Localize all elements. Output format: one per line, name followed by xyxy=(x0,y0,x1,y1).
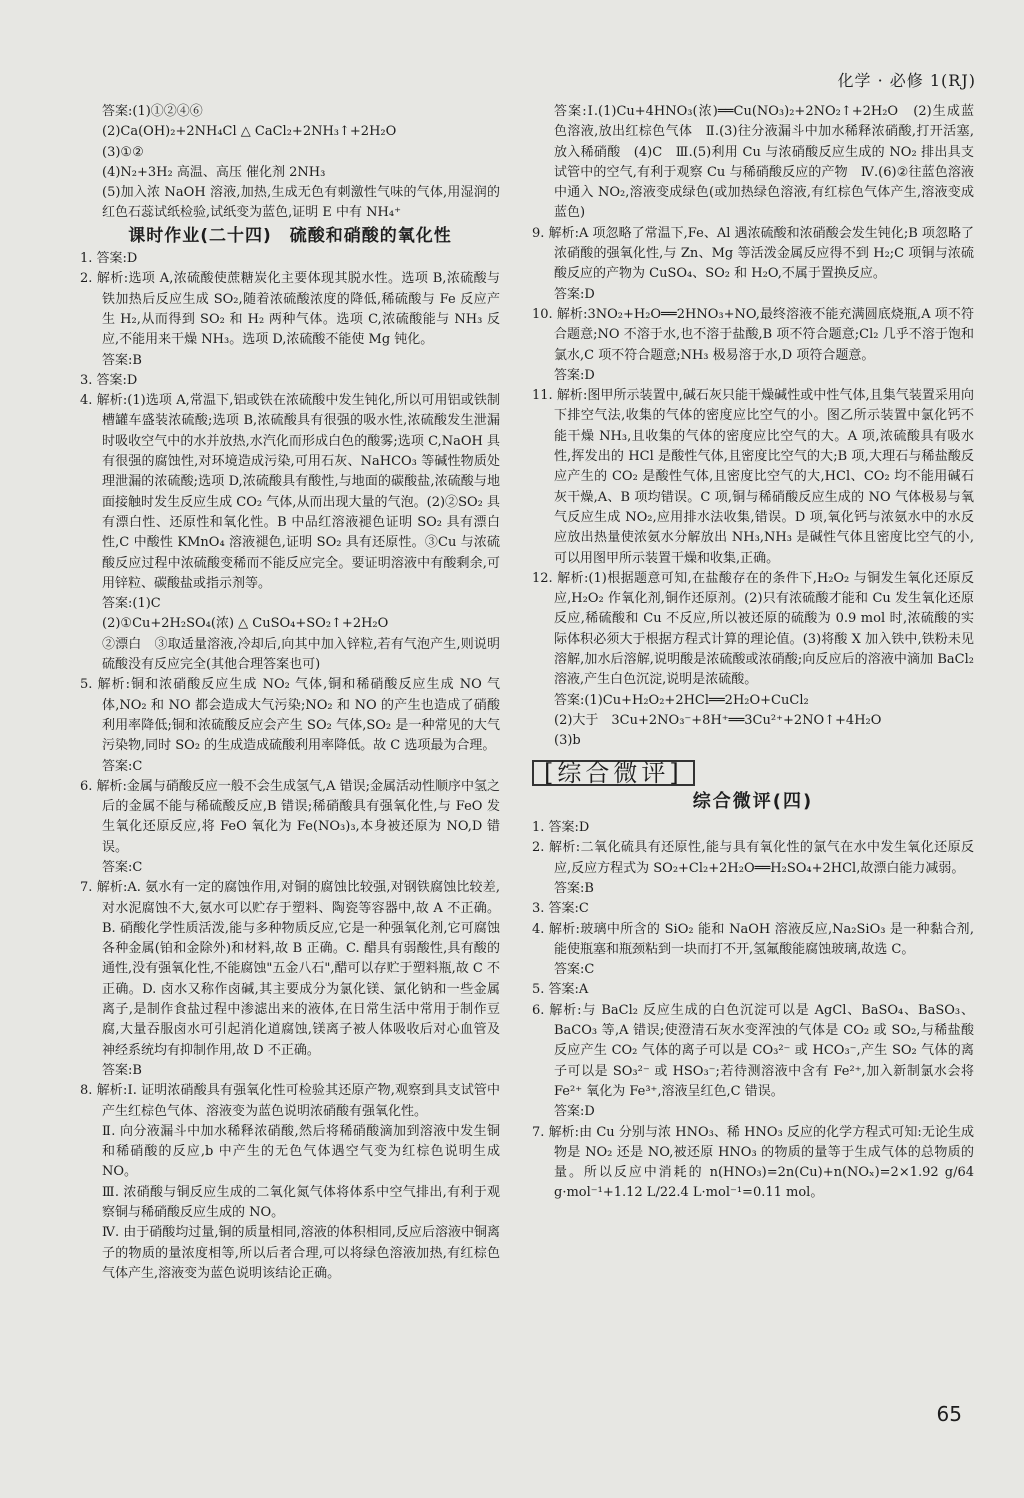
section-banner: [综合微评] xyxy=(532,760,695,786)
question-item: 7. 解析:由 Cu 分别与浓 HNO₃、稀 HNO₃ 反应的化学方程式可知:无论生成物是 NO₂ 还是 NO,被还原 HNO₃ 的物质的量等于生成气体的总物质的量。所以反应中消耗的 n(HNO₃)=2n(Cu)+n(NOₓ)=2×1.92 g/64 g·mol⁻¹+1.12 L/22.4 L·mol⁻¹=0.11 mol。 xyxy=(532,1124,974,1201)
answer-line: 答案:B xyxy=(102,1062,142,1078)
answer-line: 答案:B xyxy=(554,880,594,896)
answer-line: 答案:D xyxy=(554,1104,595,1120)
right-column xyxy=(532,102,974,1204)
answer-line: 答案:D xyxy=(554,367,595,383)
text-paragraph: ②漂白 ③取适量溶液,冷却后,向其中加入锌粒,若有气泡产生,则说明硫酸没有反应完全(其他合理答案也可) xyxy=(102,636,500,673)
answer-line: (2)大于 3Cu+2NO₃⁻+8H⁺══3Cu²⁺+2NO↑+4H₂O xyxy=(554,712,882,728)
question-item: 3. 答案:D xyxy=(80,372,138,388)
question-item: 10. 解析:3NO₂+H₂O══2HNO₃+NO,最终溶液不能充满圆底烧瓶,A 项不符合题意;NO 不溶于水,也不溶于盐酸,B 项不符合题意;Cl₂ 几乎不溶于饱和氯水,C 项不符合题意;NH₃ 极易溶于水,D 项符合题意。 xyxy=(532,306,974,363)
answer-line: 答案:(1)C xyxy=(102,596,161,612)
answer-line: 答案:C xyxy=(102,758,143,774)
question-item: 1. 答案:D xyxy=(532,820,590,836)
text-paragraph: Ⅱ. 向分液漏斗中加水稀释浓硝酸,然后将稀硝酸滴加到溶液中发生铜和稀硝酸的反应,b 中产生的无色气体遇空气变为红棕色说明生成 NO。 xyxy=(102,1123,500,1180)
question-item: 12. 解析:(1)根据题意可知,在盐酸存在的条件下,H₂O₂ 与铜发生氧化还原反应,H₂O₂ 作氧化剂,铜作还原剂。(2)只有浓硫酸才能和 Cu 发生氧化还原反应,稀硫酸和 Cu 不反应,所以被还原的硫酸为 0.9 mol 时,浓硫酸的实际体积必须大于根据方程式计算的理论值。(3)将酸 X 加入铁中,铁粉未见溶解,加水后溶解,说明酸是浓硫酸或浓硝酸;向反应后的溶液中滴加 BaCl₂ 溶液,产生白色沉淀,说明是浓硫酸。 xyxy=(532,570,974,688)
answer-line: 答案:C xyxy=(102,859,143,875)
section-subtitle: 综合微评(四) xyxy=(692,790,814,812)
answer-line: (2)Ca(OH)₂+2NH₄Cl △ CaCl₂+2NH₃↑+2H₂O xyxy=(102,124,397,140)
text-paragraph: Ⅳ. 由于硝酸均过量,铜的质量相同,溶液的体积相同,反应后溶液中铜离子的物质的量浓度相等,所以后者合理,可以将绿色溶液加热,有红棕色气体产生,溶液变为蓝色说明该结论正确。 xyxy=(102,1225,500,1281)
question-item: 1. 答案:D xyxy=(80,251,138,267)
question-item: 5. 解析:铜和浓硝酸反应生成 NO₂ 气体,铜和稀硝酸反应生成 NO 气体,NO₂ 和 NO 都会造成大气污染;NO₂ 和 NO 的产生也造成了硝酸利用率降低;铜和浓硫酸反应会产生 SO₂ 气体,SO₂ 是一种常见的大气污染物,同时 SO₂ 的生成造成硫酸利用率降低。故 C 选项最为合理。 xyxy=(80,677,500,754)
question-item: 6. 解析:金属与硝酸反应一般不会生成氢气,A 错误;金属活动性顺序中氢之后的金属不能与稀硫酸反应,B 错误;稀硝酸具有强氧化性,与 FeO 发生氧化还原反应,将 FeO 氧化为 Fe(NO₃)₃,本身被还原为 NO,D 错误。 xyxy=(80,778,500,855)
question-item: 2. 解析:选项 A,浓硫酸使蔗糖炭化主要体现其脱水性。选项 B,浓硫酸与铁加热后反应生成 SO₂,随着浓硫酸浓度的降低,稀硫酸与 Fe 反应产生 H₂,从而得到 SO₂ 和 H₂ 两种气体。选项 C,浓硫酸能与 NH₃ 反应,不能用来干燥 NH₃。选项 D,浓硫酸不能使 Mg 钝化。 xyxy=(80,271,500,348)
text-paragraph: Ⅲ. 浓硝酸与铜反应生成的二氧化氮气体将体系中空气排出,有利于观察铜与稀硝酸反应生成的 NO。 xyxy=(102,1184,500,1221)
left-column xyxy=(80,102,500,1284)
question-item: 7. 解析:A. 氨水有一定的腐蚀作用,对铜的腐蚀比较强,对钢铁腐蚀比较差,对水泥腐蚀不大,氨水可以贮存于塑料、陶瓷等容器中,故 A 不正确。B. 硝酸化学性质活泼,能与多种物质反应,它是一种强氧化剂,它可腐蚀各种金属(铂和金除外)和材料,故 B 正确。C. 醋具有弱酸性,具有酸的通性,没有强氧化性,不能腐蚀"五金八石",醋可以存贮于塑料瓶,故 C 不正确。D. 卤水又称作卤碱,其主要成分为氯化镁、氯化钠和一些金属离子,是制作食盐过程中渗滤出来的液体,在日常生活中常用于制作豆腐,大量吞服卤水可引起消化道腐蚀,镁离子被人体吸收后对心血管及神经系统均有抑制作用,故 D 不正确。 xyxy=(80,880,500,1058)
answer-line: (3)b xyxy=(554,733,581,749)
question-item: 9. 解析:A 项忽略了常温下,Fe、Al 遇浓硫酸和浓硝酸会发生钝化;B 项忽略了浓硝酸的强氧化性,与 Zn、Mg 等活泼金属反应得不到 H₂;C 项铜与浓硫酸反应的产物为 CuSO₄、SO₂ 和 H₂O,不属于置换反应。 xyxy=(532,225,974,282)
answer-line: 答案:B xyxy=(102,352,142,368)
page-number: 65 xyxy=(936,1402,962,1426)
question-item: 5. 答案:A xyxy=(532,982,589,998)
question-item: 6. 解析:与 BaCl₂ 反应生成的白色沉淀可以是 AgCl、BaSO₄、BaSO₃、BaCO₃ 等,A 错误;使澄清石灰水变浑浊的气体是 CO₂ 或 SO₂,与稀盐酸反应产生 CO₂ 气体的离子可以是 CO₃²⁻ 或 HCO₃⁻,产生 SO₂ 气体的离子可以是 SO₃²⁻ 或 HSO₃⁻;若待测溶液中含有 Fe²⁺,加入新制氯水会将 Fe²⁺ 氧化为 Fe³⁺,溶液呈红色,C 错误。 xyxy=(532,1002,974,1099)
text-paragraph: 答案:Ⅰ.(1)Cu+4HNO₃(浓)══Cu(NO₃)₂+2NO₂↑+2H₂O (2)生成蓝色溶液,放出红棕色气体 Ⅱ.(3)往分液漏斗中加水稀释浓硝酸,打开活塞,放入稀硝酸 (4)C Ⅲ.(5)利用 Cu 与浓硝酸反应生成的 NO₂ 排出具支试管中的空气,有利于观察 Cu 与稀硝酸反应的产物 Ⅳ.(6)②往蓝色溶液中通入 NO₂,溶液变成绿色(或加热绿色溶液,有红棕色气体产生,溶液变成蓝色) xyxy=(554,104,974,221)
question-item: 2. 解析:二氧化硫具有还原性,能与具有氧化性的氯气在水中发生氧化还原反应,反应方程式为 SO₂+Cl₂+2H₂O══H₂SO₄+2HCl,故漂白能力减弱。 xyxy=(532,840,974,876)
answer-line: 答案:(1)Cu+H₂O₂+2HCl══2H₂O+CuCl₂ xyxy=(554,692,809,708)
answer-line: 答案:C xyxy=(554,962,595,978)
text-paragraph: (5)加入浓 NaOH 溶液,加热,生成无色有刺激性气味的气体,用湿润的红色石蕊试纸检验,试纸变为蓝色,证明 E 中有 NH₄⁺ xyxy=(102,185,500,221)
answer-line: (3)①② xyxy=(102,144,144,160)
question-item: 11. 解析:图甲所示装置中,碱石灰只能干燥碱性或中性气体,且集气装置采用向下排空气法,收集的气体的密度应比空气的小。图乙所示装置中氯化钙不能干燥 NH₃,且收集的气体的密度应比空气的大。A 项,浓硫酸具有吸水性,挥发出的 HCl 是酸性气体,且密度比空气的大;B 项,大理石与稀盐酸反应产生的 CO₂ 是酸性气体,且密度比空气的大,HCl、CO₂ 均不能用碱石灰干燥,A、B 项均错误。C 项,铜与稀硝酸反应生成的 NO 气体极易与氧气反应生成 NO₂,应用排水法收集,错误。D 项,氧化钙与浓氨水中的水反应放出热量使浓氨水分解放出 NH₃,NH₃ 是碱性气体且密度比空气的小,可以用图甲所示装置干燥和收集,正确。 xyxy=(532,388,974,566)
question-item: 3. 答案:C xyxy=(532,901,589,917)
question-item: 8. 解析:Ⅰ. 证明浓硝酸具有强氧化性可检验其还原产物,观察到具支试管中产生红棕色气体、溶液变为蓝色说明浓硝酸有强氧化性。 xyxy=(80,1083,500,1119)
running-header: 化学 · 必修 1(RJ) xyxy=(837,71,976,90)
question-item: 4. 解析:玻璃中所含的 SiO₂ 能和 NaOH 溶液反应,Na₂SiO₃ 是一种黏合剂,能使瓶塞和瓶颈粘到一块而打不开,氢氟酸能腐蚀玻璃,故选 C。 xyxy=(532,921,974,957)
section-title: 课时作业(二十四) 硫酸和硝酸的氧化性 xyxy=(128,225,452,246)
answer-line: 答案:(1)①②④⑥ xyxy=(102,104,203,119)
question-item: 4. 解析:(1)选项 A,常温下,铝或铁在浓硫酸中发生钝化,所以可用铝或铁制槽罐车盛装浓硫酸;选项 B,浓硫酸具有很强的吸水性,浓硫酸发生泄漏时吸收空气中的水并放热,水汽化而形成白色的酸雾;选项 C,NaOH 具有很强的腐蚀性,对环境造成污染,可用石灰、NaHCO₃ 等碱性物质处理泄漏的浓硫酸;选项 D,浓硫酸具有酸性,与地面的碳酸盐,浓硫酸与地面接触时发生反应生成 CO₂ 气体,从而出现大量的气泡。(2)②SO₂ 具有漂白性、还原性和氧化性。B 中品红溶液褪色证明 SO₂ 具有漂白性,C 中酸性 KMnO₄ 溶液褪色,证明 SO₂ 具有还原性。③Cu 与浓硫酸反应过程中浓硫酸变稀而不能反应完全。要证明溶液中有酸剩余,可用锌粒、碳酸盐或指示剂等。 xyxy=(80,393,500,591)
answer-line: (4)N₂+3H₂ 高温、高压 催化剂 2NH₃ xyxy=(102,164,326,180)
answer-line: (2)①Cu+2H₂SO₄(浓) △ CuSO₄+SO₂↑+2H₂O xyxy=(102,616,389,632)
answer-line: 答案:D xyxy=(554,286,595,302)
